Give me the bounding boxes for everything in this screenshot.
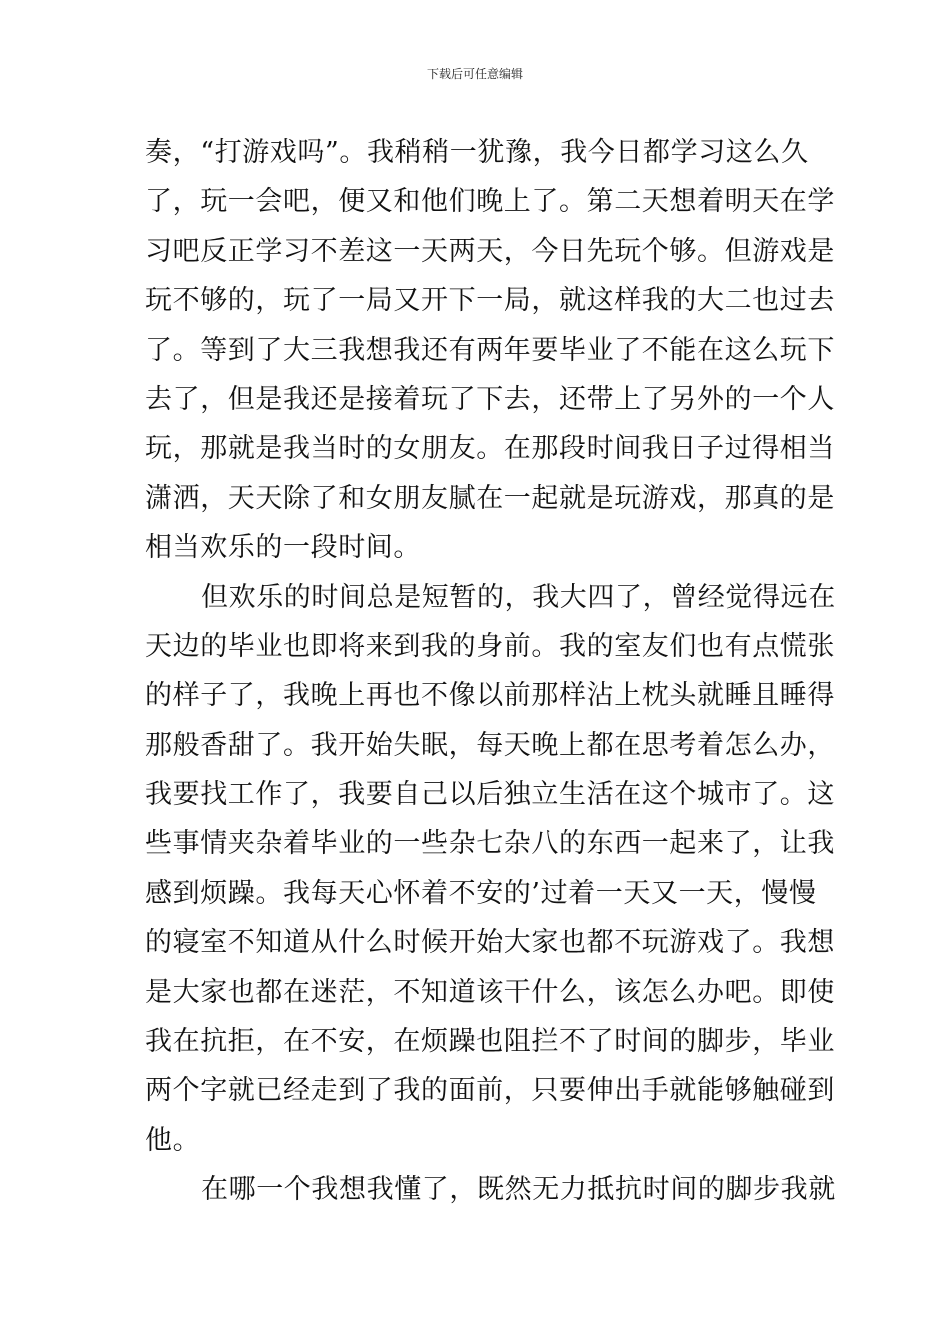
paragraph-first-line: 在哪一个我想我懂了，既然无力抵抗时间的脚步我就	[201, 1174, 836, 1206]
text-line: 相当欢乐的一段时间。	[145, 532, 421, 564]
text-line: 那般香甜了。我开始失眠，每天晚上都在思考着怎么办，	[145, 729, 835, 761]
text-line: 是大家也都在迷茫，不知道该干什么，该怎么办吧。即使	[145, 976, 835, 1008]
text-line: 玩不够的，玩了一局又开下一局，就这样我的大二也过去	[145, 285, 835, 317]
text-line: 奏，“打游戏吗”。我稍稍一犹豫，我今日都学习这么久	[145, 137, 809, 168]
text-line: 我在抗拒，在不安，在烦躁也阻拦不了时间的脚步，毕业	[145, 1026, 835, 1058]
text-line: 习吧反正学习不差这一天两天，今日先玩个够。但游戏是	[145, 235, 835, 267]
text-line: 了，玩一会吧，便又和他们晚上了。第二天想着明天在学	[145, 186, 835, 218]
text-line: 了。等到了大三我想我还有两年要毕业了不能在这么玩下	[145, 334, 835, 366]
document-body	[145, 128, 836, 1215]
text-line: 他。	[145, 1124, 201, 1156]
paragraph-first-line: 但欢乐的时间总是短暂的，我大四了，曾经觉得远在	[201, 581, 836, 613]
text-line: 的寝室不知道从什么时候开始大家也都不玩游戏了。我想	[145, 927, 835, 959]
text-line: 玩，那就是我当时的女朋友。在那段时间我日子过得相当	[145, 433, 835, 465]
text-line: 天边的毕业也即将来到我的身前。我的室友们也有点慌张	[145, 630, 835, 662]
text-line: 的样子了，我晚上再也不像以前那样沾上枕头就睡且睡得	[145, 680, 835, 712]
text-line: 我要找工作了，我要自己以后独立生活在这个城市了。这	[145, 779, 835, 811]
text-line: 潇洒，天天除了和女朋友腻在一起就是玩游戏，那真的是	[145, 482, 835, 514]
text-line: 两个字就已经走到了我的面前，只要伸出手就能够触碰到	[145, 1075, 835, 1107]
header-note: 下载后可任意编辑	[426, 67, 523, 81]
text-line: 去了，但是我还是接着玩了下去，还带上了另外的一个人	[145, 383, 835, 415]
text-line: 感到烦躁。我每天心怀着不安的’过着一天又一天，慢慢	[145, 877, 817, 909]
text-line: 些事情夹杂着毕业的一些杂七杂八的东西一起来了，让我	[145, 828, 835, 860]
